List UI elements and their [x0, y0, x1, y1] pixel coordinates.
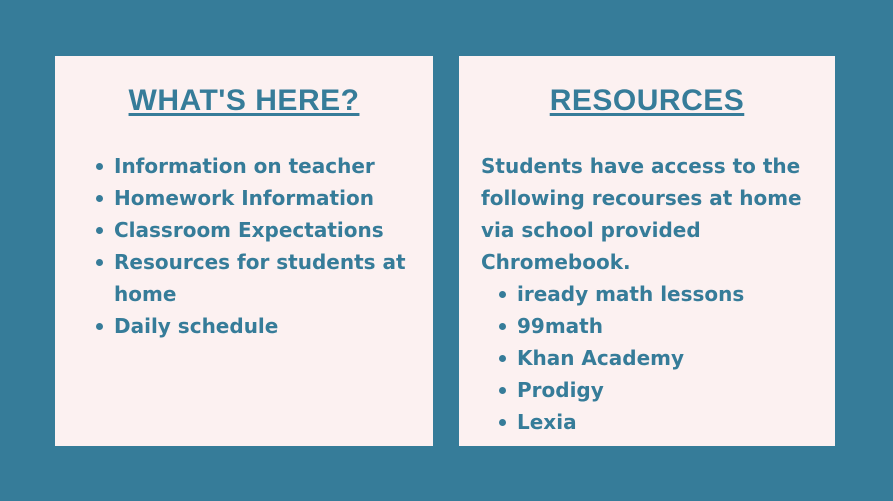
whats-here-card — [55, 56, 433, 446]
resources-list — [517, 278, 817, 438]
list-item: Information on teacher — [114, 150, 414, 182]
list-item: Daily schedule — [114, 310, 414, 342]
list-item: Khan Academy — [517, 342, 817, 374]
list-item: Lexia — [517, 406, 817, 438]
whats-here-list — [114, 150, 414, 342]
resources-card — [459, 56, 835, 446]
whats-here-title: WHAT'S HERE? — [128, 84, 360, 117]
list-item: Homework Information — [114, 182, 414, 214]
list-item: iready math lessons — [517, 278, 817, 310]
list-item: 99math — [517, 310, 817, 342]
list-item: Resources for students at home — [114, 246, 414, 310]
resources-title: RESOURCES — [549, 84, 745, 117]
list-item: Classroom Expectations — [114, 214, 414, 246]
resources-intro: Students have access to the following recourses at home via school provided Chromebook. — [481, 154, 802, 274]
list-item: Prodigy — [517, 374, 817, 406]
